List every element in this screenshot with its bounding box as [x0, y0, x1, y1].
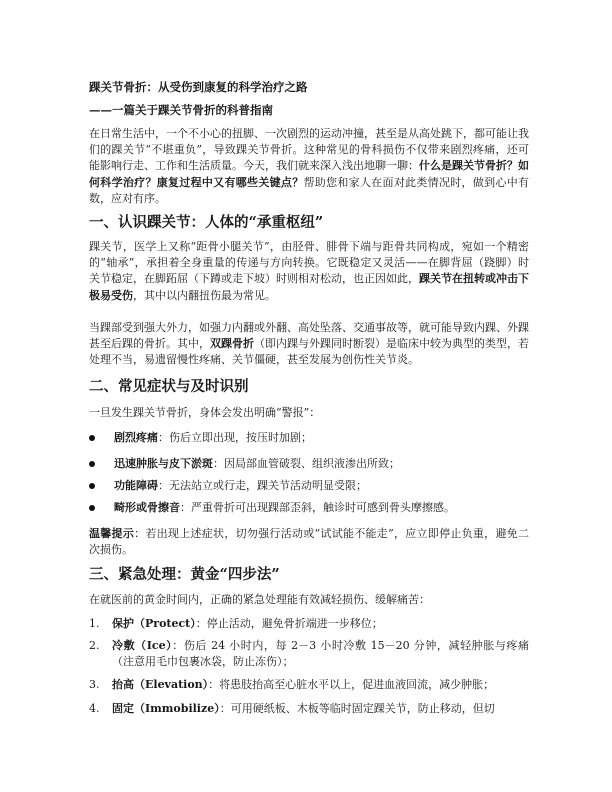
step-name: 保护（Protect）	[112, 617, 196, 630]
intro-text: 在日常生活中，一个不小心的扭脚、一次剧烈的运动冲撞，甚至是从高处跳下，都可能让我们的踝关节“不堪重负”，导致踝关节骨折。这种常见的骨科损伤不仅带来剧烈疼痛，还可能影响行走、工作和生活质量。今天，我们就来深入浅出地聊一聊：	[89, 127, 529, 173]
bullet-icon	[89, 435, 95, 441]
intro-paragraph	[89, 126, 529, 207]
step-desc: ：伤后 24 小时内，每 2－3 小时冷敷 15－20 分钟，减轻肿胀与疼痛（注意用毛巾包裹冰袋，防止冻伤）；	[112, 639, 529, 669]
article-title: 踝关节骨折：从受伤到康复的科学治疗之路	[89, 80, 308, 94]
section1-paragraph-2	[89, 320, 529, 369]
step-name: 固定（Immobilize）	[112, 702, 220, 715]
section2-intro: 一旦发生踝关节骨折，身体会发出明确“警报”：	[89, 406, 321, 419]
step-desc: ：停止活动，避免骨折端进一步移位；	[195, 617, 383, 630]
section1-p2-text: 当踝部受到强大外力，如强力内翻或外翻、高处坠落、交通事故等，就可能导致内踝、外踝甚至后踝的骨折。其中，	[89, 321, 529, 351]
section1-heading: 一、认识踝关节：人体的“承重枢纽”	[89, 214, 324, 231]
article-subtitle: ——一篇关于踝关节骨折的科普指南	[89, 103, 273, 117]
section1-p2-emphasis: 双踝骨折	[210, 337, 254, 351]
step-desc: ：可用硬纸板、木板等临时固定踝关节，防止移动，但切	[219, 702, 495, 715]
symptom-name: 迅速肿胀与皮下淤斑	[114, 457, 213, 470]
section1-p1-text: 踝关节，医学上又称“距骨小腿关节”，由胫骨、腓骨下端与距骨共同构成，宛如一个精密的“轴承”，承担着全身重量的传递与方向转换。它既稳定又灵活——在脚背屈（跷脚）时关节稳定，在脚跖屈（下蹲或走下坡）时则相对松动，也正因如此，	[89, 240, 529, 286]
step-number: 4.	[89, 702, 100, 715]
section1-p1-text-end: ，其中以内翻扭伤最为常见。	[133, 288, 276, 302]
section3-heading: 三、紧急处理：黄金“四步法”	[89, 566, 280, 583]
warm-tip-text: ：若出现上述症状，切勿强行活动或“试试能不能走”，应立即停止负重，避免二次损伤。	[89, 527, 530, 557]
step-desc: ：将患肢抬高至心脏水平以上，促进血液回流，减少肿胀；	[208, 678, 495, 691]
step-name: 冷敷（Ice）	[112, 639, 173, 652]
intro-text-end: 帮助您和家人在面对此类情况时，做到心中有数，应对有序。	[89, 175, 529, 205]
warm-tip	[89, 526, 529, 558]
bullet-icon	[89, 505, 95, 511]
step-number: 1.	[89, 617, 100, 630]
section1-paragraph-1	[89, 239, 529, 304]
symptom-desc: ：伤后立即出现，按压时加剧；	[158, 431, 312, 444]
symptom-desc: ：无法站立或行走，踝关节活动明显受限；	[158, 479, 367, 492]
section1-p1-emphasis: 踝关节在扭转或冲击下极易受伤	[89, 272, 529, 302]
symptom-name: 功能障碍	[114, 479, 158, 492]
step-name: 抬高（Elevation）	[112, 678, 209, 691]
section1-p2-text-end: （即内踝与外踝同时断裂）是临床中较为典型的类型，若处理不当，易遗留慢性疼痛、关节僵硬，甚至发展为创伤性关节炎。	[89, 337, 529, 367]
warm-tip-label: 温馨提示	[89, 527, 135, 540]
bullet-icon	[89, 461, 95, 467]
symptom-desc: ：严重骨折可出现踝部歪斜，触诊时可感到骨头摩擦感。	[180, 501, 455, 514]
section2-heading: 二、常见症状与及时识别	[89, 378, 249, 395]
bullet-icon	[89, 483, 95, 489]
step-number: 2.	[89, 639, 100, 652]
intro-key-questions: 什么是踝关节骨折？如何科学治疗？康复过程中又有哪些关键点？	[89, 159, 529, 189]
symptom-desc: ：因局部血管破裂、组织液渗出所致；	[213, 457, 400, 470]
symptom-name: 畸形或骨擦音	[114, 501, 180, 514]
step-number: 3.	[89, 678, 100, 691]
symptom-name: 剧烈疼痛	[114, 431, 158, 444]
section3-intro: 在就医前的黄金时间内，正确的紧急处理能有效减轻损伤、缓解痛苦：	[89, 593, 430, 606]
